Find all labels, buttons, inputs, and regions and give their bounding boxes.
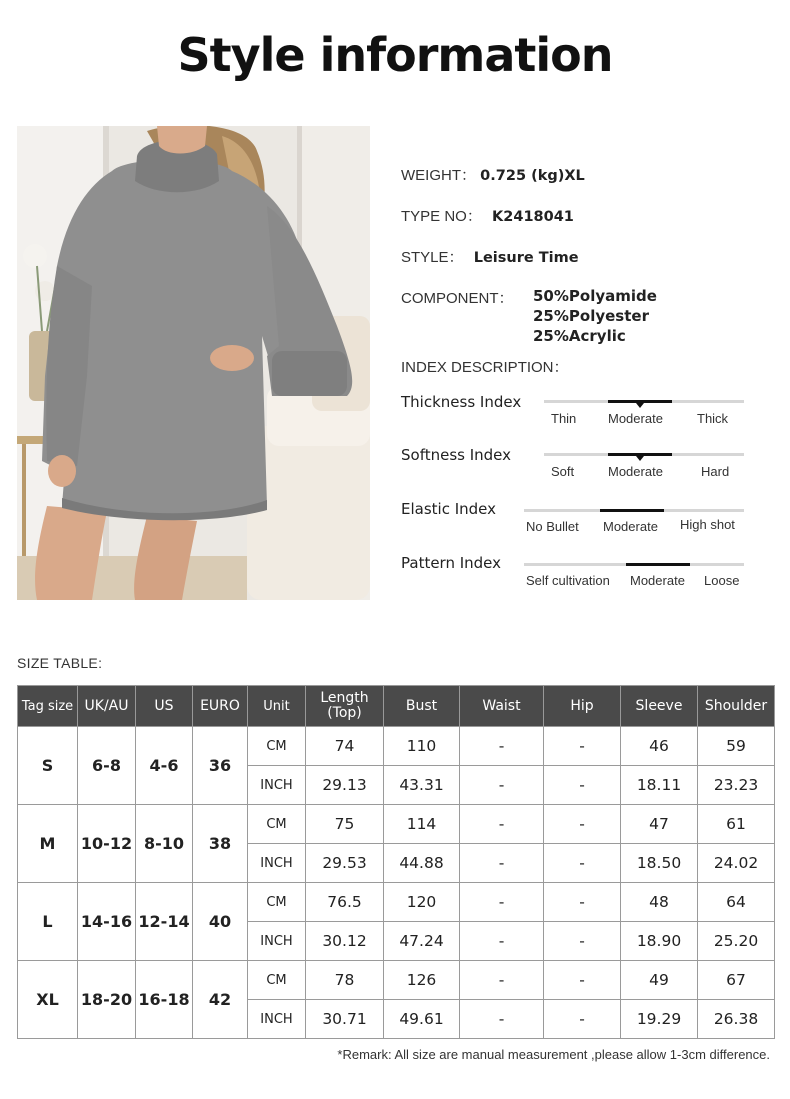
unit-cell: INCH: [248, 844, 306, 883]
index-option: Thick: [697, 411, 729, 426]
table-row: [18, 883, 775, 922]
length-cell: 76.5: [306, 883, 384, 922]
tag-size-cell: M: [18, 805, 78, 883]
header-cell: Waist: [460, 686, 544, 727]
waist-cell: -: [460, 766, 544, 805]
header-cell: Hip: [544, 686, 621, 727]
shoulder-cell: 24.02: [698, 844, 775, 883]
shoulder-cell: 25.20: [698, 922, 775, 961]
index-active-segment: [600, 509, 664, 512]
hip-cell: -: [544, 1000, 621, 1039]
length-cell: 30.71: [306, 1000, 384, 1039]
sleeve-cell: 19.29: [621, 1000, 698, 1039]
shoulder-cell: 61: [698, 805, 775, 844]
bust-cell: 43.31: [384, 766, 460, 805]
header-cell: US: [136, 686, 193, 727]
size-table-header: [18, 686, 775, 727]
euro-cell: 38: [193, 805, 248, 883]
component-item: 25%Polyester: [533, 307, 649, 325]
sleeve-cell: 46: [621, 727, 698, 766]
sleeve-cell: 18.90: [621, 922, 698, 961]
uk-cell: 6-8: [78, 727, 136, 805]
weight-value: 0.725 (kg)XL: [480, 168, 585, 184]
uk-cell: 10-12: [78, 805, 136, 883]
hip-cell: -: [544, 922, 621, 961]
index-option: Hard: [701, 464, 730, 479]
index-name: Elastic Index: [401, 500, 497, 518]
waist-cell: -: [460, 844, 544, 883]
hip-cell: -: [544, 805, 621, 844]
us-cell: 8-10: [136, 805, 193, 883]
hip-cell: -: [544, 844, 621, 883]
length-cell: 75: [306, 805, 384, 844]
style-label: STYLE：: [401, 249, 464, 266]
index-description-line: [401, 356, 569, 377]
header-cell: Shoulder: [698, 686, 775, 727]
waist-cell: -: [460, 922, 544, 961]
shoulder-cell: 59: [698, 727, 775, 766]
index-option: Thin: [551, 411, 577, 426]
header-cell: EURO: [193, 686, 248, 727]
unit-cell: CM: [248, 961, 306, 1000]
header-cell: Sleeve: [621, 686, 698, 727]
us-cell: 12-14: [136, 883, 193, 961]
index-option: Moderate: [603, 519, 658, 534]
page-title: Style information: [177, 28, 613, 82]
header-cell: Bust: [384, 686, 460, 727]
sleeve-cell: 18.50: [621, 844, 698, 883]
hip-cell: -: [544, 961, 621, 1000]
table-row: [18, 961, 775, 1000]
unit-cell: INCH: [248, 922, 306, 961]
unit-cell: INCH: [248, 766, 306, 805]
index-option: Moderate: [608, 411, 663, 426]
uk-cell: 14-16: [78, 883, 136, 961]
index-active-segment: [626, 563, 690, 566]
index-option: No Bullet: [526, 519, 579, 534]
shoulder-cell: 23.23: [698, 766, 775, 805]
index-option: Self cultivation: [526, 573, 610, 588]
length-cell: 74: [306, 727, 384, 766]
style-value: Leisure Time: [473, 250, 579, 266]
unit-cell: CM: [248, 883, 306, 922]
style-line: [401, 246, 579, 267]
unit-cell: CM: [248, 727, 306, 766]
euro-cell: 36: [193, 727, 248, 805]
waist-cell: -: [460, 805, 544, 844]
us-cell: 4-6: [136, 727, 193, 805]
shoulder-cell: 64: [698, 883, 775, 922]
shoulder-cell: 26.38: [698, 1000, 775, 1039]
unit-cell: CM: [248, 805, 306, 844]
sleeve-cell: 48: [621, 883, 698, 922]
euro-cell: 42: [193, 961, 248, 1039]
index-marker-icon: [636, 456, 644, 461]
type-line: [401, 205, 574, 226]
elastic-index: [401, 500, 751, 540]
index-name: Thickness Index: [401, 393, 522, 411]
header-cell: Tag size: [18, 686, 78, 727]
bust-cell: 49.61: [384, 1000, 460, 1039]
waist-cell: -: [460, 727, 544, 766]
tag-size-cell: L: [18, 883, 78, 961]
index-option: Moderate: [630, 573, 685, 588]
length-cell: 29.13: [306, 766, 384, 805]
header-cell: Length (Top): [306, 686, 384, 727]
weight-label: WEIGHT：: [401, 167, 476, 184]
index-description-label: INDEX DESCRIPTION：: [401, 359, 569, 376]
component-item: 25%Acrylic: [533, 327, 626, 345]
us-cell: 16-18: [136, 961, 193, 1039]
sleeve-cell: 47: [621, 805, 698, 844]
header-cell: Unit: [248, 686, 306, 727]
index-marker-icon: [636, 403, 644, 408]
bust-cell: 114: [384, 805, 460, 844]
bust-cell: 47.24: [384, 922, 460, 961]
table-row: [18, 727, 775, 766]
unit-cell: INCH: [248, 1000, 306, 1039]
shoulder-cell: 67: [698, 961, 775, 1000]
index-name: Pattern Index: [401, 554, 502, 572]
length-cell: 30.12: [306, 922, 384, 961]
bust-cell: 126: [384, 961, 460, 1000]
component-line: [401, 287, 514, 308]
index-option: High shot: [680, 517, 735, 532]
pattern-index: [401, 554, 751, 594]
header-cell: UK/AU: [78, 686, 136, 727]
component-label: COMPONENT：: [401, 290, 514, 307]
size-table-label: SIZE TABLE:: [17, 655, 103, 671]
waist-cell: -: [460, 883, 544, 922]
sleeve-cell: 49: [621, 961, 698, 1000]
uk-cell: 18-20: [78, 961, 136, 1039]
bust-cell: 120: [384, 883, 460, 922]
product-photo: [17, 126, 370, 600]
component-values: [533, 286, 657, 346]
hip-cell: -: [544, 727, 621, 766]
bust-cell: 110: [384, 727, 460, 766]
index-option: Loose: [704, 573, 740, 588]
hip-cell: -: [544, 766, 621, 805]
sleeve-cell: 18.11: [621, 766, 698, 805]
index-name: Softness Index: [401, 446, 512, 464]
table-row: [18, 805, 775, 844]
weight-line: [401, 164, 585, 185]
index-option: Moderate: [608, 464, 663, 479]
length-cell: 29.53: [306, 844, 384, 883]
component-item: 50%Polyamide: [533, 287, 657, 305]
remark-note: *Remark: All size are manual measurement ,please allow 1-3cm difference.: [337, 1047, 770, 1062]
length-cell: 78: [306, 961, 384, 1000]
tag-size-cell: S: [18, 727, 78, 805]
bust-cell: 44.88: [384, 844, 460, 883]
hip-cell: -: [544, 883, 621, 922]
tag-size-cell: XL: [18, 961, 78, 1039]
softness-index: [401, 446, 751, 486]
size-table: [17, 685, 775, 1039]
thickness-index: [401, 393, 751, 433]
index-option: Soft: [551, 464, 575, 479]
type-value: K2418041: [492, 209, 574, 225]
waist-cell: -: [460, 961, 544, 1000]
waist-cell: -: [460, 1000, 544, 1039]
type-label: TYPE NO：: [401, 208, 482, 225]
euro-cell: 40: [193, 883, 248, 961]
